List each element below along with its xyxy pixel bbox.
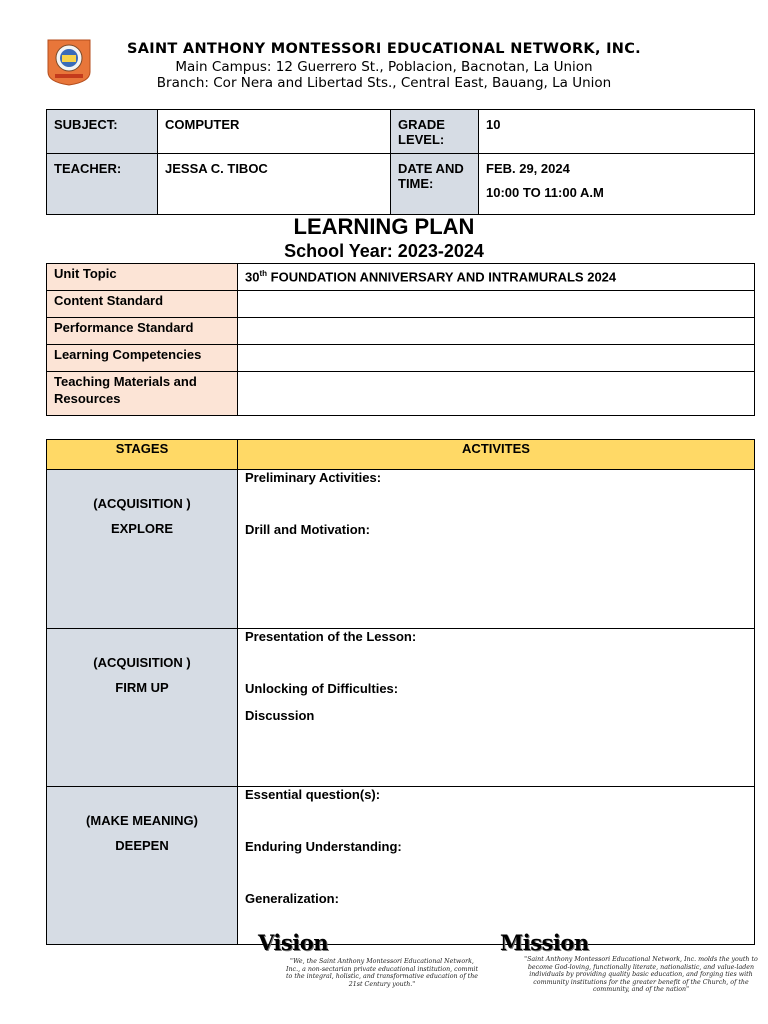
learning-competencies-label: Learning Competencies [47,345,238,372]
stage-type: (MAKE MEANING) [86,813,198,828]
stage-name: FIRM UP [115,680,169,695]
grade-level-label: GRADE LEVEL: [391,110,479,154]
learning-competencies-value [238,345,755,372]
teacher-label: TEACHER: [47,154,158,215]
stage-firm-up [47,629,238,787]
content-standard-label: Content Standard [47,291,238,318]
activities-explore [238,470,755,629]
school-name: SAINT ANTHONY MONTESSORI EDUCATIONAL NETWORK, INC. [127,41,641,57]
unit-topic-label: Unit Topic [47,264,238,291]
stage-deepen [47,787,238,945]
unit-topic-text: FOUNDATION ANNIVERSARY AND INTRAMURALS 2024 [267,269,617,285]
activity-item: Discussion [245,708,315,723]
stage-name: EXPLORE [110,521,174,536]
subject-label: SUBJECT: [47,110,158,154]
teaching-materials-label: Teaching Materials and Resources [47,372,238,416]
stages-table [46,439,755,945]
activity-item: Drill and Motivation: [245,522,370,537]
vision-title: Vision [258,930,328,955]
activity-item: Preliminary Activities: [245,470,382,485]
unit-topic-number: 30 [245,269,260,285]
activity-item: Generalization: [245,891,339,906]
mission-title: Mission [500,930,589,955]
stages-header: STAGES [47,440,238,470]
school-year: School Year: 2023-2024 [284,241,484,261]
date-time-value [479,154,755,215]
subject-value: COMPUTER [158,110,391,154]
stage-name: DEEPEN [115,838,169,853]
activities-header: ACTIVITES [238,440,755,470]
learning-plan-title: LEARNING PLAN [293,214,475,239]
unit-topic-value [238,264,755,291]
date-time-label: DATE AND TIME: [391,154,479,215]
teaching-materials-value [238,372,755,416]
stage-type: (ACQUISITION ) [93,496,191,511]
info-table [46,109,755,215]
teacher-value: JESSA C. TIBOC [158,154,391,215]
stage-type: (ACQUISITION ) [93,655,191,670]
mission-text: "Saint Anthony Montessori Educational Network, Inc. molds the youth to become God-loving, functionally literate, nationalistic, and value-laden individuals by providing quality basic education, and forging ties with community institutions for the greater benefit of the Church, of the community, and of the nation" [524,956,758,993]
main-campus-address: Main Campus: 12 Guerrero St., Poblacion, Bacnotan, La Union [175,59,593,75]
time-value: 10:00 TO 11:00 A.M [486,185,604,200]
performance-standard-label: Performance Standard [47,318,238,345]
content-standard-value [238,291,755,318]
activity-item: Enduring Understanding: [245,839,402,854]
branch-address: Branch: Cor Nera and Libertad Sts., Central East, Bauang, La Union [156,75,612,91]
performance-standard-value [238,318,755,345]
activities-deepen [238,787,755,945]
grade-level-value: 10 [479,110,755,154]
activity-item: Unlocking of Difficulties: [245,681,399,696]
activity-item: Presentation of the Lesson: [245,629,417,644]
unit-topic-suffix: th [259,269,268,278]
vision-text: "We, the Saint Anthony Montessori Educational Network, Inc., a non-sectarian private educational institution, commit to the integral, holistic, and transformative education of the 21st Century youth." [286,958,478,988]
activity-item: Essential question(s): [245,787,381,802]
date-value: FEB. 29, 2024 [486,161,570,176]
stage-explore [47,470,238,629]
unit-table [46,263,755,416]
activities-firm-up [238,629,755,787]
